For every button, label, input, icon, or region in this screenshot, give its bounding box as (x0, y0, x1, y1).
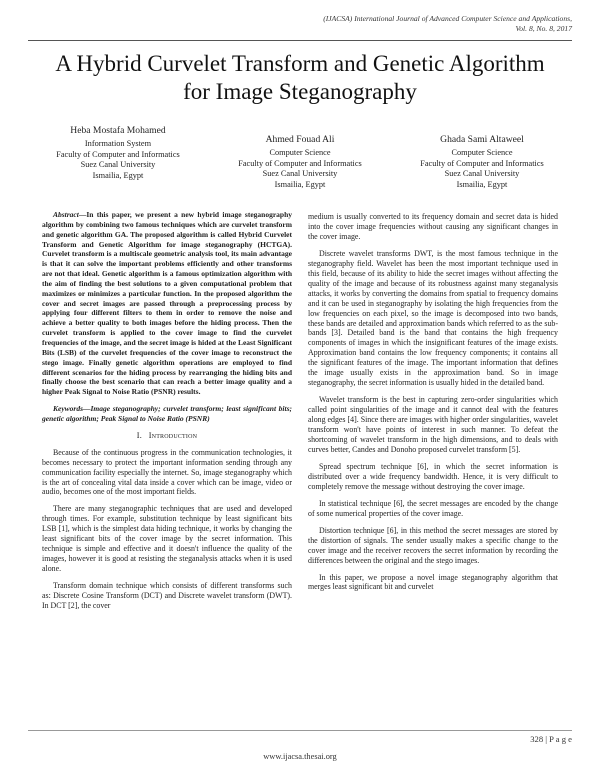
body-paragraph: Transform domain technique which consists of different transforms such as: Discrete Cosine Transform (DCT) and Discrete wavelet transform (DWT). In DCT [2], the cover (42, 581, 292, 611)
keywords-text: —Image steganography; curvelet transform; least significant bits; genetic algorithm; Peak Signal to Noise Ratio (PSNR) (42, 404, 292, 423)
page-number: 328 | P a g e (530, 734, 572, 744)
author-dept: Computer Science (269, 148, 331, 157)
abstract-label: Abstract (53, 210, 79, 219)
section-number: I. (136, 430, 142, 440)
body-paragraph: In statistical technique [6], the secret messages are encoded by the change of some numerical properties of the cover image. (308, 498, 558, 518)
author-university: Suez Canal University (444, 169, 520, 179)
paper-title (30, 50, 570, 106)
title-line-2: for Image Steganography (183, 79, 417, 104)
author-2 (210, 134, 390, 190)
author-name: Ahmed Fouad Ali (265, 134, 335, 145)
keywords (42, 404, 292, 424)
body-paragraph: Distortion technique [6], in this method the secret messages are stored by the distortion of signals. The sender usually makes a specific change to the cover image and the receiver recovers the secret information by recording the differences between the original and the stego images. (308, 525, 558, 565)
body-paragraph: Wavelet transform is the best in capturing zero-order singularities which called point singularities of the image and it cannot deal with the features along edges [4]. Since there are images with higher order singularities, wavelet transform won't have points of interest in such manner. To defeat the shortcoming of wavelet transform in the high dimensions, and to deals with curves better, Candes and Donoho proposed curvelet transform [5]. (308, 395, 558, 454)
body-paragraph: Discrete wavelet transforms DWT, is the most famous technique in the steganography field. Wavelet has been the most important technique used in this field, because of its ability to hide the secret images without affecting the quality of the image and because of its robustness against many steganalysis attacks, it works by converting the domains from spatial to frequency domains and it can be used in steganography by isolating the high frequencies from the low frequencies on each pixel, so the image is decomposed into two bands, these bands are detailed and approximation bands which referred to as the sub-bands [3]. Detailed band is the band that contains the high frequency components of images in which the insignificant features of the image exists. Approximation band contains the low frequency components; it contains all the significant features of the image. The important information that defines the image usually exists in the approximation band. So in image steganography, the secret information is usually hided in the detailed band. (308, 248, 558, 388)
journal-header (172, 14, 572, 33)
author-location: Ismailia, Egypt (274, 179, 326, 189)
journal-line-2: Vol. 8, No. 8, 2017 (515, 23, 572, 33)
body-paragraph: Spread spectrum technique [6], in which the secret information is distributed over a wide frequency bandwidth. Hence, it is very difficult to completely remove the message without destroying the cover image. (308, 461, 558, 491)
author-name: Heba Mostafa Mohamed (70, 125, 166, 136)
footer-website[interactable]: www.ijacsa.thesai.org (263, 752, 337, 761)
abstract (42, 210, 292, 397)
author-university: Suez Canal University (80, 160, 156, 170)
header-rule (28, 40, 572, 41)
body-paragraph: Because of the continuous progress in the communication technologies, it becomes necessary to protect the important information sending through any communication facility especially the internet. So, image steganography which is the art of concealing vital data inside a cover which can be image, video or audio, becomes one of the most important fields. (42, 447, 292, 497)
author-name: Ghada Sami Altaweel (440, 134, 524, 145)
author-1 (28, 125, 208, 181)
keywords-label: Keywords (53, 404, 83, 414)
footer-rule (28, 730, 572, 731)
author-faculty: Faculty of Computer and Informatics (56, 149, 180, 159)
author-location: Ismailia, Egypt (92, 170, 144, 180)
author-faculty: Faculty of Computer and Informatics (238, 158, 362, 168)
author-university: Suez Canal University (262, 169, 338, 179)
title-line-1: A Hybrid Curvelet Transform and Genetic Algorithm (55, 51, 545, 76)
right-column (308, 212, 558, 592)
left-column (42, 210, 292, 611)
section-heading (42, 431, 292, 441)
abstract-text: —In this paper, we present a new hybrid image steganography algorithm by combining two famous techniques which are curvelet transform and genetic algorithm GA. The proposed algorithm is called Hybrid Curvelet Transform and Genetic Algorithm for image steganography (HCTGA). Curvelet transform is a multiscale geometric analysis tool, its main advantage is that it can solve the important problems efficiently and other transforms are not that ideal. Genetic algorithm is a famous optimization algorithm with the aim of finding the best solutions to a given computational problem that maximizes or minimizes a particular function. In the proposed algorithm the cover and secret images are passed through a preprocessing process by applying four different filters to them in order to remove the noise and achieve a better quality to both images before the hiding process. Then the curvelet transform is applied to the cover image to find the curvelet frequencies of the image, and the secret image is hided at the Least Significant Bits (LSB) of the curvelet frequencies of the cover image to reconstruct the stego image. Finally genetic algorithm operations are employed to find different scenarios for the hiding process by rearranging the hiding bits and finally choose the best scenario that can reach a better image quality and a higher Peak Signal to Noise Ratio (PSNR) results. (42, 210, 292, 397)
author-location: Ismailia, Egypt (456, 179, 508, 189)
author-3 (392, 134, 572, 190)
author-faculty: Faculty of Computer and Informatics (420, 158, 544, 168)
author-dept: Computer Science (451, 148, 513, 157)
body-paragraph: There are many steganographic techniques that are used and developed through times. For example, substitution technique by least significant bits LSB [1], which is the simplest data hiding technique, it works by changing the least significant bits of the cover image by the secret information. This technique is simple and effective and it doesn't influence the quality of the images, however it is good at resisting the steganalysis attacks when it is used alone. (42, 504, 292, 574)
author-dept: Information System (84, 139, 152, 148)
body-paragraph: In this paper, we propose a novel image steganography algorithm that merges least significant bit and curvelet (308, 572, 558, 592)
body-paragraph: medium is usually converted to its frequency domain and secret data is hided into the cover image frequencies without causing any significant changes in the cover image. (308, 212, 558, 241)
journal-line-1: (IJACSA) International Journal of Advanced Computer Science and Applications, (323, 14, 572, 23)
section-title: Introduction (148, 430, 198, 440)
